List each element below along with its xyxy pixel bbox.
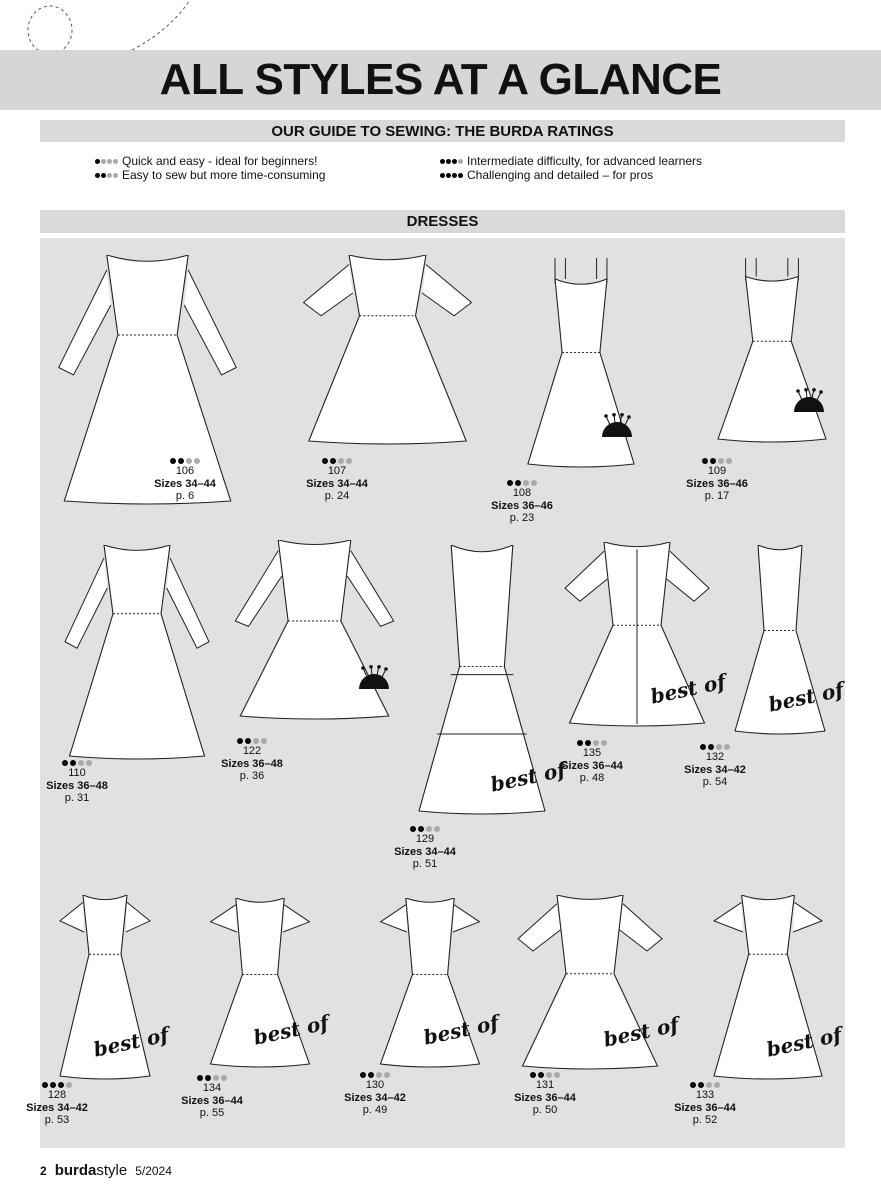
style-number: 129 [415, 833, 435, 845]
style-sizes: Sizes 34–44 [306, 477, 368, 490]
style-page: p. 24 [324, 490, 350, 502]
rating-legend-right [440, 154, 702, 182]
style-number: 109 [707, 465, 727, 477]
section-heading: DRESSES [40, 210, 845, 233]
style-label-110 [32, 760, 122, 805]
style-number: 128 [47, 1089, 67, 1101]
rating-dots-icon [477, 480, 567, 486]
style-label-135 [547, 740, 637, 785]
style-number: 107 [327, 465, 347, 477]
style-label-107 [292, 458, 382, 503]
rating-dots-icon [12, 1082, 102, 1088]
style-label-133 [660, 1082, 750, 1127]
rating-dots-icon [140, 458, 230, 464]
footer [40, 1162, 172, 1179]
style-number: 131 [535, 1079, 555, 1091]
dress-illustration-122 [232, 540, 397, 720]
style-sizes: Sizes 36–46 [686, 477, 748, 490]
style-sizes: Sizes 36–44 [514, 1091, 576, 1104]
style-number: 110 [68, 767, 86, 779]
rating-dots-icon [207, 738, 297, 744]
style-number: 122 [242, 745, 262, 757]
style-label-122 [207, 738, 297, 783]
dress-illustration-110 [62, 545, 212, 760]
style-sizes: Sizes 34–44 [154, 477, 216, 490]
style-number: 134 [202, 1082, 222, 1094]
style-page: p. 50 [532, 1104, 558, 1116]
pincushion-icon [792, 388, 826, 414]
style-page: p. 51 [412, 858, 438, 870]
rating-text: Intermediate difficulty, for advanced learners [467, 154, 703, 168]
rating-dots-icon [500, 1072, 590, 1078]
page-number: 2 [40, 1164, 47, 1178]
style-label-130 [330, 1072, 420, 1117]
style-label-134 [167, 1075, 257, 1120]
rating-dots-icon [440, 159, 463, 164]
best-of-badge: best of [91, 1022, 171, 1062]
brand-logo: burdastyle [54, 1162, 128, 1179]
style-sizes: Sizes 34–44 [394, 845, 456, 858]
rating-dots-icon [440, 173, 463, 178]
style-sizes: Sizes 36–48 [46, 779, 108, 792]
style-page: p. 23 [509, 512, 535, 524]
rating-level-2 [95, 168, 325, 182]
style-number: 108 [512, 487, 532, 499]
best-of-badge: best of [766, 677, 846, 717]
rating-dots-icon [672, 458, 762, 464]
rating-dots-icon [95, 173, 118, 178]
best-of-badge: best of [648, 669, 728, 709]
style-page: p. 54 [702, 776, 728, 788]
rating-dots-icon [660, 1082, 750, 1088]
page-title: ALL STYLES AT A GLANCE [159, 55, 722, 104]
style-sizes: Sizes 36–46 [491, 499, 553, 512]
style-label-128 [12, 1082, 102, 1127]
style-page: p. 48 [579, 772, 605, 784]
rating-dots-icon [330, 1072, 420, 1078]
dress-illustration-109 [712, 258, 832, 443]
rating-dots-icon [167, 1075, 257, 1081]
style-number: 130 [365, 1079, 385, 1091]
style-sizes: Sizes 34–42 [684, 763, 746, 776]
rating-legend-left [95, 154, 325, 182]
rating-level-1 [95, 154, 325, 168]
rating-dots-icon [670, 744, 760, 750]
style-sizes: Sizes 36–44 [561, 759, 623, 772]
style-page: p. 6 [175, 490, 195, 502]
rating-dots-icon [380, 826, 470, 832]
style-page: p. 49 [362, 1104, 388, 1116]
rating-text: Easy to sew but more time-consuming [122, 168, 326, 182]
rating-dots-icon [95, 159, 118, 164]
best-of-badge: best of [251, 1010, 331, 1050]
style-label-109 [672, 458, 762, 503]
style-number: 132 [705, 751, 725, 763]
style-label-129 [380, 826, 470, 871]
style-label-132 [670, 744, 760, 789]
pincushion-icon [600, 413, 634, 439]
style-sizes: Sizes 36–48 [221, 757, 283, 770]
style-label-131 [500, 1072, 590, 1117]
style-sizes: Sizes 36–44 [674, 1101, 736, 1114]
best-of-badge: best of [488, 757, 568, 797]
style-sizes: Sizes 34–42 [26, 1101, 88, 1114]
style-sizes: Sizes 36–44 [181, 1094, 243, 1107]
issue-date: 5/2024 [135, 1164, 172, 1178]
best-of-badge: best of [764, 1022, 844, 1062]
style-number: 106 [175, 465, 195, 477]
pincushion-icon [357, 665, 391, 691]
style-page: p. 53 [44, 1114, 70, 1126]
best-of-badge: best of [601, 1012, 681, 1052]
style-sizes: Sizes 34–42 [344, 1091, 406, 1104]
style-page: p. 36 [239, 770, 265, 782]
rating-level-3 [440, 154, 702, 168]
rating-dots-icon [292, 458, 382, 464]
rating-dots-icon [32, 760, 122, 766]
rating-text: Challenging and detailed – for pros [467, 168, 654, 182]
style-number: 133 [695, 1089, 715, 1101]
best-of-badge: best of [421, 1010, 501, 1050]
style-page: p. 52 [692, 1114, 718, 1126]
style-page: p. 17 [704, 490, 730, 502]
rating-level-4 [440, 168, 702, 182]
style-label-106 [140, 458, 230, 503]
style-page: p. 31 [64, 792, 90, 804]
style-page: p. 55 [199, 1107, 225, 1119]
rating-dots-icon [547, 740, 637, 746]
style-number: 135 [582, 747, 602, 759]
guide-heading: OUR GUIDE TO SEWING: THE BURDA RATINGS [40, 120, 845, 142]
style-label-108 [477, 480, 567, 525]
rating-text: Quick and easy - ideal for beginners! [122, 154, 318, 168]
dress-illustration-107 [300, 255, 475, 445]
